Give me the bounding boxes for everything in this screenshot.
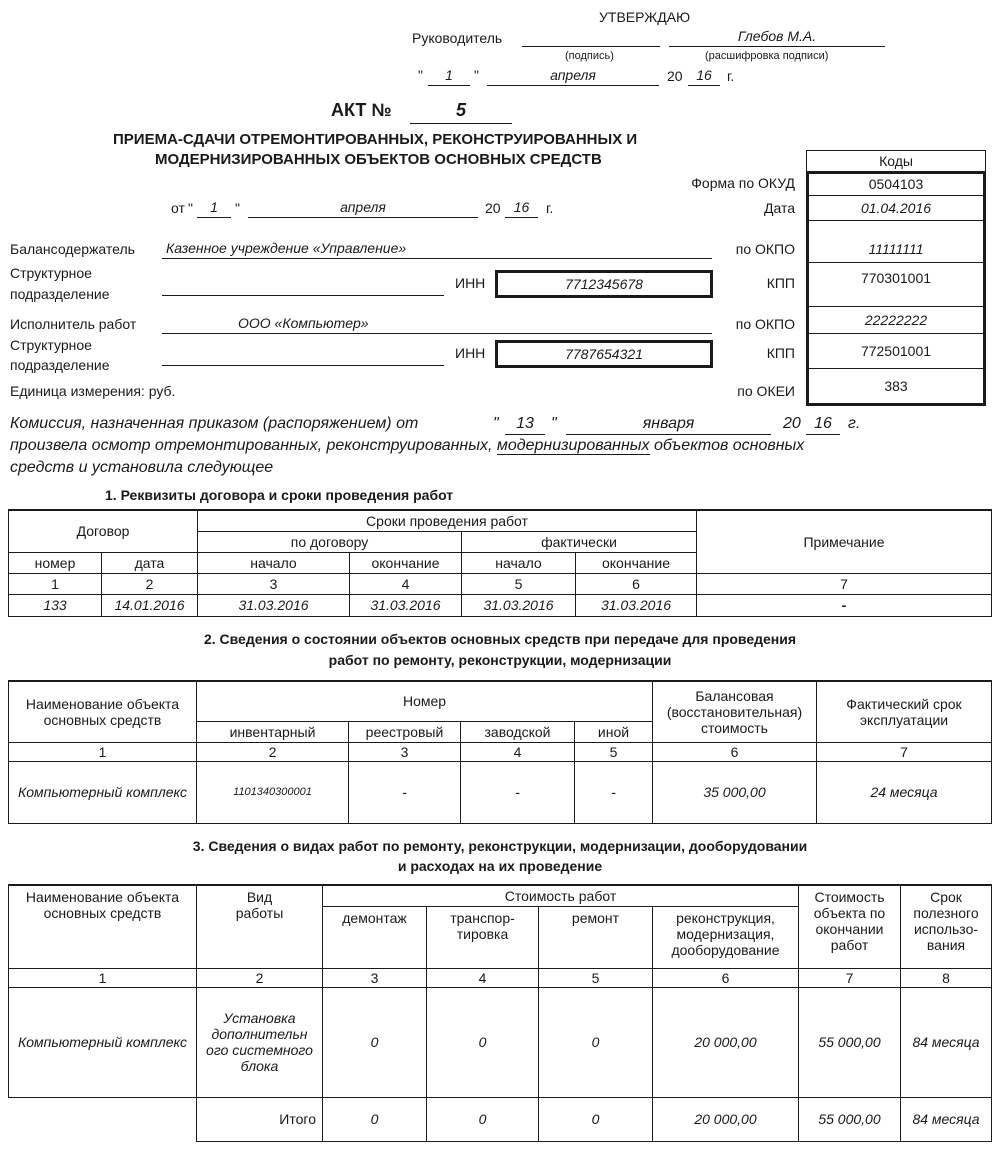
s1-h-by-contract: по договору	[198, 531, 462, 552]
s3-h-objcost-line1: Стоимость	[814, 889, 885, 905]
s3-cell-kind[interactable]	[197, 987, 323, 1097]
inn2-label: ИНН	[455, 345, 486, 361]
commission-line1: Комиссия, назначенная приказом (распоряжением) от	[10, 415, 419, 432]
s3-h-transport-line1: транспор-	[450, 909, 515, 926]
s3-h-life-line1: Срок	[930, 889, 962, 905]
s3-cell-kind-line4: блока	[240, 1058, 279, 1074]
okud-field[interactable]: 0504103	[809, 174, 983, 196]
s3-num: 5	[539, 968, 653, 987]
okpo1-label: по ОКПО	[735, 241, 795, 257]
s3-h-kind	[197, 885, 323, 968]
act-number-field[interactable]: 5	[410, 100, 512, 124]
inn1-field[interactable]: 7712345678	[495, 270, 713, 298]
s1-num: 5	[462, 573, 576, 594]
s1-h-end: окончание	[350, 552, 462, 573]
commission-line3: средств и установила следующее	[10, 459, 274, 476]
act-subtitle-line2: МОДЕРНИЗИРОВАННЫХ ОБЪЕКТОВ ОСНОВНЫХ СРЕДСТВ	[155, 151, 602, 168]
s2-cell-term[interactable]: 24 месяца	[817, 761, 992, 823]
s2-cell-other[interactable]: -	[575, 761, 653, 823]
s2-num: 3	[349, 742, 461, 761]
s2-cell-registry[interactable]: -	[349, 761, 461, 823]
s2-h-number: Номер	[197, 681, 653, 721]
s1-num: 2	[102, 573, 198, 594]
section3-table	[8, 884, 992, 1142]
s2-h-balance-line2: (восстановительная)	[666, 703, 803, 720]
okei-field[interactable]: 383	[884, 378, 908, 394]
s3-num: 6	[653, 968, 799, 987]
struct1-label-line2: подразделение	[10, 286, 110, 302]
s1-h-date: дата	[102, 552, 198, 573]
s2-num: 7	[817, 742, 992, 761]
s3-cell-kind-line3: ого системного	[206, 1042, 313, 1058]
section1-table	[8, 509, 992, 617]
approve-quote-open: "	[418, 67, 423, 83]
head-name-field[interactable]: Глебов М.А.	[669, 28, 885, 47]
s1-h-terms: Сроки проведения работ	[198, 510, 697, 531]
s3-h-kind-line2: работы	[235, 905, 284, 921]
approve-year-field[interactable]: 16	[688, 67, 720, 86]
kpp2-label: КПП	[766, 345, 795, 361]
commission-quote-close: "	[551, 415, 557, 432]
act-year-field[interactable]: 16	[505, 199, 538, 218]
act-date-prefix: от	[171, 200, 185, 216]
commission-line2-c: объектов основных	[653, 437, 805, 454]
executor-field[interactable]	[162, 315, 712, 334]
decode-caption: (расшифровка подписи)	[705, 50, 829, 62]
s2-h-term	[817, 681, 992, 742]
s2-cell-name[interactable]: Компьютерный комплекс	[9, 761, 197, 823]
s1-num: 7	[697, 573, 992, 594]
okud-label: Форма по ОКУД	[691, 175, 795, 191]
s3-cell-recon[interactable]: 20 000,00	[653, 987, 799, 1097]
s1-cell-number[interactable]: 133	[9, 594, 102, 616]
approve-year-suffix: г.	[727, 68, 735, 84]
struct2-label-line1: Структурное	[10, 337, 92, 353]
s3-cell-life[interactable]: 84 месяца	[901, 987, 992, 1097]
s3-total-repair[interactable]: 0	[539, 1097, 653, 1141]
s1-h-contract: Договор	[9, 510, 198, 552]
act-month-field[interactable]: апреля	[248, 199, 478, 218]
head-label: Руководитель	[412, 30, 503, 46]
s3-h-recon-line1: реконструкция,	[676, 909, 775, 926]
s1-cell-actual-start[interactable]: 31.03.2016	[462, 594, 576, 616]
s3-cell-kind-line1: Установка	[223, 1010, 296, 1026]
s2-h-registry: реестровый	[349, 721, 461, 742]
s3-num: 4	[427, 968, 539, 987]
inn2-field[interactable]: 7787654321	[495, 340, 713, 368]
s3-h-life-line2: полезного	[913, 905, 979, 921]
s3-num: 8	[901, 968, 992, 987]
s2-num: 6	[653, 742, 817, 761]
okei-label: по ОКЕИ	[737, 383, 795, 399]
s1-h-actual-end: окончание	[576, 552, 697, 573]
s3-h-recon-line2: модернизация,	[676, 925, 775, 942]
s1-h-start: начало	[198, 552, 350, 573]
s3-h-life	[901, 885, 992, 968]
s3-total-transport[interactable]: 0	[427, 1097, 539, 1141]
s3-cell-dismantle[interactable]: 0	[323, 987, 427, 1097]
s1-h-actual-start: начало	[462, 552, 576, 573]
s1-cell-date[interactable]: 14.01.2016	[102, 594, 198, 616]
s2-h-term-line1: Фактический срок	[846, 695, 962, 712]
s2-cell-balance[interactable]: 35 000,00	[653, 761, 817, 823]
commission-year-field[interactable]: 16	[806, 415, 840, 435]
s3-h-repair: ремонт	[539, 906, 653, 968]
s3-cell-kind-line2: дополнительн	[211, 1026, 308, 1042]
unit-label: Единица измерения: руб.	[10, 383, 176, 399]
okpo2-label: по ОКПО	[735, 316, 795, 332]
s2-h-balance-line3: стоимость	[701, 719, 768, 736]
holder-field[interactable]	[162, 240, 712, 259]
s3-h-recon-line3: дооборудование	[671, 941, 780, 958]
s3-h-life-line4: вания	[926, 937, 966, 953]
s3-h-dismantle: демонтаж	[323, 906, 427, 968]
s3-h-name	[9, 885, 197, 968]
s2-h-inventory: инвентарный	[197, 721, 349, 742]
okpo2-field[interactable]: 22222222	[809, 307, 983, 334]
commission-quote-open: "	[493, 415, 499, 432]
signature-caption: (подпись)	[565, 50, 614, 62]
s2-h-term-line2: эксплуатации	[859, 711, 949, 728]
approve-day-field[interactable]: 1	[428, 67, 470, 86]
executor-label: Исполнитель работ	[10, 316, 137, 332]
act-day-field[interactable]: 1	[197, 199, 231, 218]
s3-num: 1	[9, 968, 197, 987]
s3-cell-repair[interactable]: 0	[539, 987, 653, 1097]
struct2-label-line2: подразделение	[10, 357, 110, 373]
s3-h-objcost	[799, 885, 901, 968]
codes-header: Коды	[806, 150, 986, 172]
s3-total-objcost[interactable]: 55 000,00	[799, 1097, 901, 1141]
codes-box	[806, 150, 986, 406]
commission-line2	[10, 437, 804, 455]
s2-num: 4	[461, 742, 575, 761]
kpp1-label: КПП	[766, 275, 795, 291]
act-year-prefix: 20	[485, 200, 501, 216]
commission-line2-a: произвела осмотр отремонтированных, реконструированных,	[10, 437, 493, 454]
approve-title: УТВЕРЖДАЮ	[599, 9, 691, 25]
s2-num: 2	[197, 742, 349, 761]
s3-total-life[interactable]: 84 месяца	[901, 1097, 992, 1141]
section1-title: 1. Реквизиты договора и сроки проведения работ	[105, 487, 454, 503]
s3-h-life-line3: использо-	[913, 921, 979, 937]
s3-h-cost: Стоимость работ	[323, 885, 799, 906]
s1-h-number: номер	[9, 552, 102, 573]
date-field[interactable]: 01.04.2016	[809, 196, 983, 221]
act-label: АКТ №	[331, 100, 392, 120]
holder-value: Казенное учреждение «Управление»	[166, 240, 407, 256]
s3-h-objcost-line2: объекта по	[813, 905, 886, 921]
kpp1-field[interactable]: 770301001	[809, 263, 983, 307]
s2-h-balance	[653, 681, 817, 742]
section2-title-line1: 2. Сведения о состоянии объектов основных средств при передаче для проведения	[203, 631, 797, 647]
section2-table	[8, 680, 992, 824]
struct1-field[interactable]	[162, 277, 444, 296]
approve-year-prefix: 20	[667, 68, 683, 84]
inn1-label: ИНН	[455, 275, 486, 291]
commission-day-field[interactable]: 13	[505, 415, 545, 435]
s1-cell-end[interactable]: 31.03.2016	[350, 594, 462, 616]
commission-month-field[interactable]: января	[566, 415, 771, 435]
s1-num: 4	[350, 573, 462, 594]
act-quote-open: "	[188, 200, 193, 216]
s3-h-transport	[427, 906, 539, 968]
s3-h-transport-line2: тировка	[456, 925, 509, 942]
s3-h-recon	[653, 906, 799, 968]
section3-title-line2: и расходах на их проведение	[397, 858, 603, 874]
head-signature-field[interactable]	[522, 28, 660, 47]
s1-h-note: Примечание	[697, 510, 992, 573]
s2-h-balance-line1: Балансовая	[695, 687, 774, 704]
s1-num: 6	[576, 573, 697, 594]
s3-total-label: Итого	[197, 1097, 323, 1141]
s3-h-name-line1: Наименование объекта	[25, 889, 180, 905]
s2-h-factory: заводской	[461, 721, 575, 742]
s2-cell-factory[interactable]: -	[461, 761, 575, 823]
commission-line2-b: модернизированных	[496, 437, 650, 454]
act-year-suffix: г.	[546, 200, 554, 216]
s1-cell-actual-end[interactable]: 31.03.2016	[576, 594, 697, 616]
struct2-field[interactable]	[162, 347, 444, 366]
s3-h-name-line2: основных средств	[43, 905, 162, 921]
struct1-label-line1: Структурное	[10, 265, 92, 281]
kpp2-field[interactable]: 772501001	[809, 334, 983, 369]
s3-num: 3	[323, 968, 427, 987]
s3-h-kind-line1: Вид	[246, 889, 273, 905]
s3-cell-objcost[interactable]: 55 000,00	[799, 987, 901, 1097]
okpo1-field[interactable]: 11111111	[809, 221, 983, 263]
section2-title-line2: работ по ремонту, реконструкции, модернизации	[328, 652, 672, 668]
holder-label: Балансодержатель	[10, 241, 135, 257]
s3-cell-transport[interactable]: 0	[427, 987, 539, 1097]
s2-h-name-line1: Наименование объекта	[25, 695, 180, 712]
s2-num: 1	[9, 742, 197, 761]
s2-h-name-line2: основных средств	[43, 711, 162, 728]
s1-num: 1	[9, 573, 102, 594]
approve-quote-close: "	[474, 67, 479, 83]
approve-month-field[interactable]: апреля	[487, 67, 659, 86]
date-label: Дата	[763, 200, 795, 216]
s3-total-dismantle[interactable]: 0	[323, 1097, 427, 1141]
s2-h-other: иной	[575, 721, 653, 742]
s3-total-recon[interactable]: 20 000,00	[653, 1097, 799, 1141]
s2-num: 5	[575, 742, 653, 761]
s2-h-name	[9, 681, 197, 742]
executor-value: ООО «Компьютер»	[238, 315, 369, 331]
s2-cell-inventory[interactable]: 1101340300001	[197, 761, 349, 823]
commission-year-suffix: г.	[848, 415, 861, 432]
s3-h-objcost-line4: работ	[830, 937, 869, 953]
s3-cell-name[interactable]: Компьютерный комплекс	[9, 987, 197, 1097]
s1-cell-note[interactable]: -	[697, 594, 992, 616]
act-subtitle-line1: ПРИЕМА-СДАЧИ ОТРЕМОНТИРОВАННЫХ, РЕКОНСТРУИРОВАННЫХ И	[113, 131, 638, 148]
s3-h-objcost-line3: окончании	[815, 921, 884, 937]
s1-cell-start[interactable]: 31.03.2016	[198, 594, 350, 616]
commission-year-prefix: 20	[783, 415, 801, 432]
act-quote-close: "	[235, 200, 240, 216]
s3-num: 7	[799, 968, 901, 987]
s1-num: 3	[198, 573, 350, 594]
s3-num: 2	[197, 968, 323, 987]
s1-h-actual: фактически	[462, 531, 697, 552]
section3-title-line1: 3. Сведения о видах работ по ремонту, реконструкции, модернизации, дооборудовании	[192, 838, 808, 854]
